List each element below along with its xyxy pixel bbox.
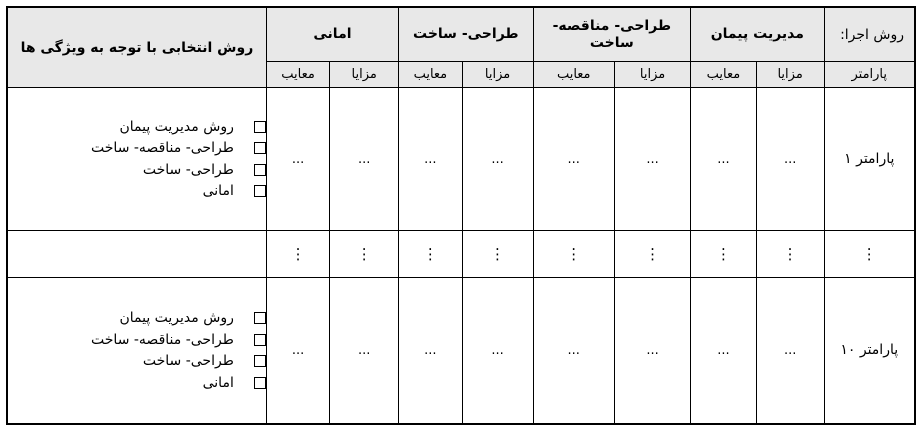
table-cell: ... xyxy=(614,277,690,424)
checkbox[interactable] xyxy=(254,355,266,367)
option-item[interactable] xyxy=(8,329,266,351)
table-row xyxy=(7,277,915,424)
table-cell: ... xyxy=(266,88,329,231)
option-item[interactable] xyxy=(8,307,266,329)
vertical-ellipsis: ⋮ xyxy=(399,230,463,277)
method-comparison-table xyxy=(6,6,916,425)
option-label: طراحی- ساخت xyxy=(142,161,234,178)
option-label: طراحی- مناقصه- ساخت xyxy=(91,140,234,157)
header-method-force-account: امانی xyxy=(266,7,398,62)
option-label: امانی xyxy=(202,183,234,200)
subheader-advantages: مزایا xyxy=(330,62,399,88)
vertical-ellipsis: ⋮ xyxy=(756,230,824,277)
checkbox[interactable] xyxy=(254,334,266,346)
table-cell: ... xyxy=(756,277,824,424)
parameter-label: پارامتر ۱۰ xyxy=(824,277,915,424)
option-item[interactable] xyxy=(8,181,266,203)
table-cell: ... xyxy=(533,277,614,424)
method-options xyxy=(7,277,266,424)
option-item[interactable] xyxy=(8,159,266,181)
table-cell: ... xyxy=(330,277,399,424)
table-cell: ... xyxy=(691,88,757,231)
subheader-disadvantages: معایب xyxy=(399,62,463,88)
table-cell: ... xyxy=(399,277,463,424)
option-label: روش مدیریت پیمان xyxy=(119,310,234,327)
header-method-design-build: طراحی- ساخت xyxy=(399,7,533,62)
table-cell: ... xyxy=(691,277,757,424)
table-cell: ... xyxy=(614,88,690,231)
vertical-ellipsis: ⋮ xyxy=(691,230,757,277)
vertical-ellipsis: ⋮ xyxy=(533,230,614,277)
table-cell: ... xyxy=(756,88,824,231)
option-item[interactable] xyxy=(8,138,266,160)
ellipsis-row xyxy=(7,230,915,277)
subheader-parameter: پارامتر xyxy=(824,62,915,88)
subheader-advantages: مزایا xyxy=(462,62,533,88)
subheader-disadvantages: معایب xyxy=(266,62,329,88)
checkbox[interactable] xyxy=(254,164,266,176)
empty-cell xyxy=(7,230,266,277)
table-cell: ... xyxy=(533,88,614,231)
vertical-ellipsis: ⋮ xyxy=(614,230,690,277)
table-cell: ... xyxy=(462,88,533,231)
vertical-ellipsis: ⋮ xyxy=(266,230,329,277)
header-method-construction-management: مدیریت پیمان xyxy=(691,7,824,62)
subheader-advantages: مزایا xyxy=(756,62,824,88)
header-selected-method: روش انتخابی با توجه به ویژگی ها xyxy=(7,7,266,88)
option-label: امانی xyxy=(202,374,234,391)
table-row xyxy=(7,88,915,231)
option-label: روش مدیریت پیمان xyxy=(119,118,234,135)
table-cell: ... xyxy=(399,88,463,231)
header-method-label: روش اجرا: xyxy=(824,7,915,62)
method-options xyxy=(7,88,266,231)
subheader-advantages: مزایا xyxy=(614,62,690,88)
option-item[interactable] xyxy=(8,372,266,394)
option-item[interactable] xyxy=(8,350,266,372)
table-cell: ... xyxy=(330,88,399,231)
option-label: طراحی- مناقصه- ساخت xyxy=(91,331,234,348)
option-item[interactable] xyxy=(8,116,266,138)
checkbox[interactable] xyxy=(254,142,266,154)
header-method-design-bid-build: طراحی- مناقصه- ساخت xyxy=(533,7,691,62)
checkbox[interactable] xyxy=(254,121,266,133)
checkbox[interactable] xyxy=(254,312,266,324)
vertical-ellipsis: ⋮ xyxy=(824,230,915,277)
subheader-disadvantages: معایب xyxy=(533,62,614,88)
subheader-disadvantages: معایب xyxy=(691,62,757,88)
vertical-ellipsis: ⋮ xyxy=(330,230,399,277)
vertical-ellipsis: ⋮ xyxy=(462,230,533,277)
checkbox[interactable] xyxy=(254,377,266,389)
option-label: طراحی- ساخت xyxy=(142,353,234,370)
parameter-label: پارامتر ۱ xyxy=(824,88,915,231)
table-cell: ... xyxy=(462,277,533,424)
checkbox[interactable] xyxy=(254,185,266,197)
table-cell: ... xyxy=(266,277,329,424)
header-row xyxy=(7,7,915,62)
